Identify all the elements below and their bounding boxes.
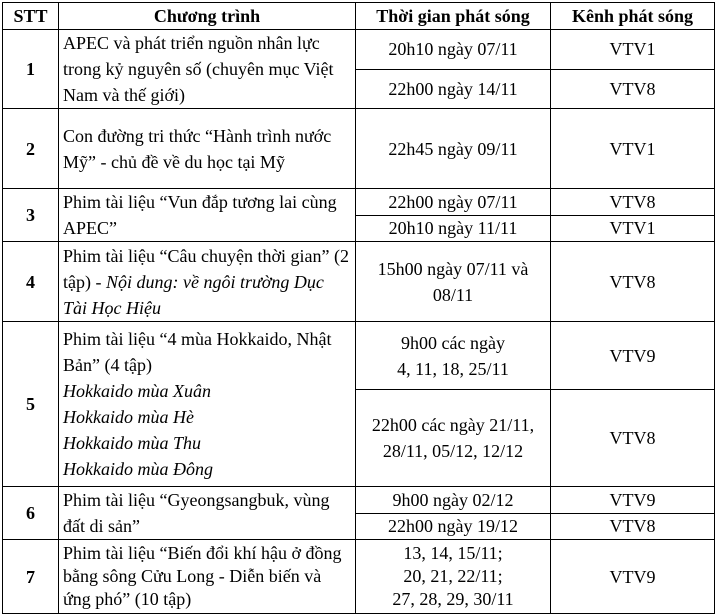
episode-title: Hokkaido mùa Thu [63, 433, 201, 453]
broadcast-channel: VTV8 [551, 69, 715, 109]
program-title: APEC và phát triển nguồn nhân lực trong kỷ nguyên số (chuyên mục Việt Nam và thế giới) [59, 30, 356, 109]
program-cell [59, 322, 356, 487]
table-row [3, 487, 715, 514]
broadcast-channel: VTV8 [551, 513, 715, 540]
table-row [3, 540, 715, 614]
broadcast-time: 22h00 ngày 07/11 [356, 189, 551, 216]
program-cell [59, 242, 356, 322]
header-stt: STT [3, 3, 59, 30]
episode-title: Hokkaido mùa Xuân [63, 381, 211, 401]
header-time: Thời gian phát sóng [356, 3, 551, 30]
table-row [3, 189, 715, 216]
broadcast-channel: VTV8 [551, 390, 715, 487]
broadcast-time-cell [356, 322, 551, 390]
broadcast-time: 20h10 ngày 11/11 [356, 215, 551, 242]
row-stt: 2 [3, 109, 59, 189]
broadcast-time: 22h00 ngày 19/12 [356, 513, 551, 540]
broadcast-time: 20h10 ngày 07/11 [356, 30, 551, 70]
row-stt: 5 [3, 322, 59, 487]
program-title: Con đường tri thức “Hành trình nước Mỹ” - chủ đề về du học tại Mỹ [59, 109, 356, 189]
broadcast-time-cell [356, 540, 551, 614]
broadcast-time: 27, 28, 29, 30/11 [392, 589, 514, 609]
broadcast-channel: VTV1 [551, 215, 715, 242]
broadcast-time: 15h00 ngày 07/11 và 08/11 [356, 242, 551, 322]
broadcast-channel: VTV9 [551, 487, 715, 514]
row-stt: 7 [3, 540, 59, 614]
row-stt: 3 [3, 189, 59, 242]
program-title: Phim tài liệu “4 mùa Hokkaido, Nhật Bản” (4 tập) [63, 329, 332, 375]
broadcast-schedule-table [2, 2, 715, 614]
broadcast-channel: VTV8 [551, 242, 715, 322]
broadcast-time-dates: 4, 11, 18, 25/11 [397, 358, 509, 379]
row-stt: 1 [3, 30, 59, 109]
broadcast-time: 22h00 ngày 14/11 [356, 69, 551, 109]
program-title: Phim tài liệu “Câu chuyện thời gian” (2 tập) - [63, 245, 349, 292]
table-row [3, 109, 715, 189]
broadcast-time: 22h45 ngày 09/11 [356, 109, 551, 189]
broadcast-time: 9h00 các ngày [401, 332, 505, 353]
header-channel: Kênh phát sóng [551, 3, 715, 30]
broadcast-time: 13, 14, 15/11; [403, 543, 503, 563]
broadcast-time: 22h00 các ngày 21/11, 28/11, 05/12, 12/12 [356, 390, 551, 487]
broadcast-time: 20, 21, 22/11; [403, 566, 503, 586]
program-title: Phim tài liệu “Vun đắp tương lai cùng APEC” [59, 189, 356, 242]
program-title: Phim tài liệu “Gyeongsangbuk, vùng đất di sản” [59, 487, 356, 540]
episode-title: Hokkaido mùa Đông [63, 459, 213, 479]
row-stt: 4 [3, 242, 59, 322]
program-title: Phim tài liệu “Biến đổi khí hậu ở đồng bằng sông Cửu Long - Diễn biến và ứng phó” (10 tập) [59, 540, 356, 614]
broadcast-channel: VTV8 [551, 189, 715, 216]
row-stt: 6 [3, 487, 59, 540]
table-row [3, 322, 715, 390]
header-row [3, 3, 715, 30]
table-row [3, 242, 715, 322]
table-row [3, 30, 715, 70]
header-program: Chương trình [59, 3, 356, 30]
broadcast-channel: VTV9 [551, 540, 715, 614]
broadcast-time: 9h00 ngày 02/12 [356, 487, 551, 514]
broadcast-channel: VTV9 [551, 322, 715, 390]
broadcast-channel: VTV1 [551, 109, 715, 189]
program-content-note: Nội dung: về ngôi trường Dục Tài Học Hiệu [63, 271, 324, 318]
episode-title: Hokkaido mùa Hè [63, 407, 194, 427]
broadcast-channel: VTV1 [551, 30, 715, 70]
